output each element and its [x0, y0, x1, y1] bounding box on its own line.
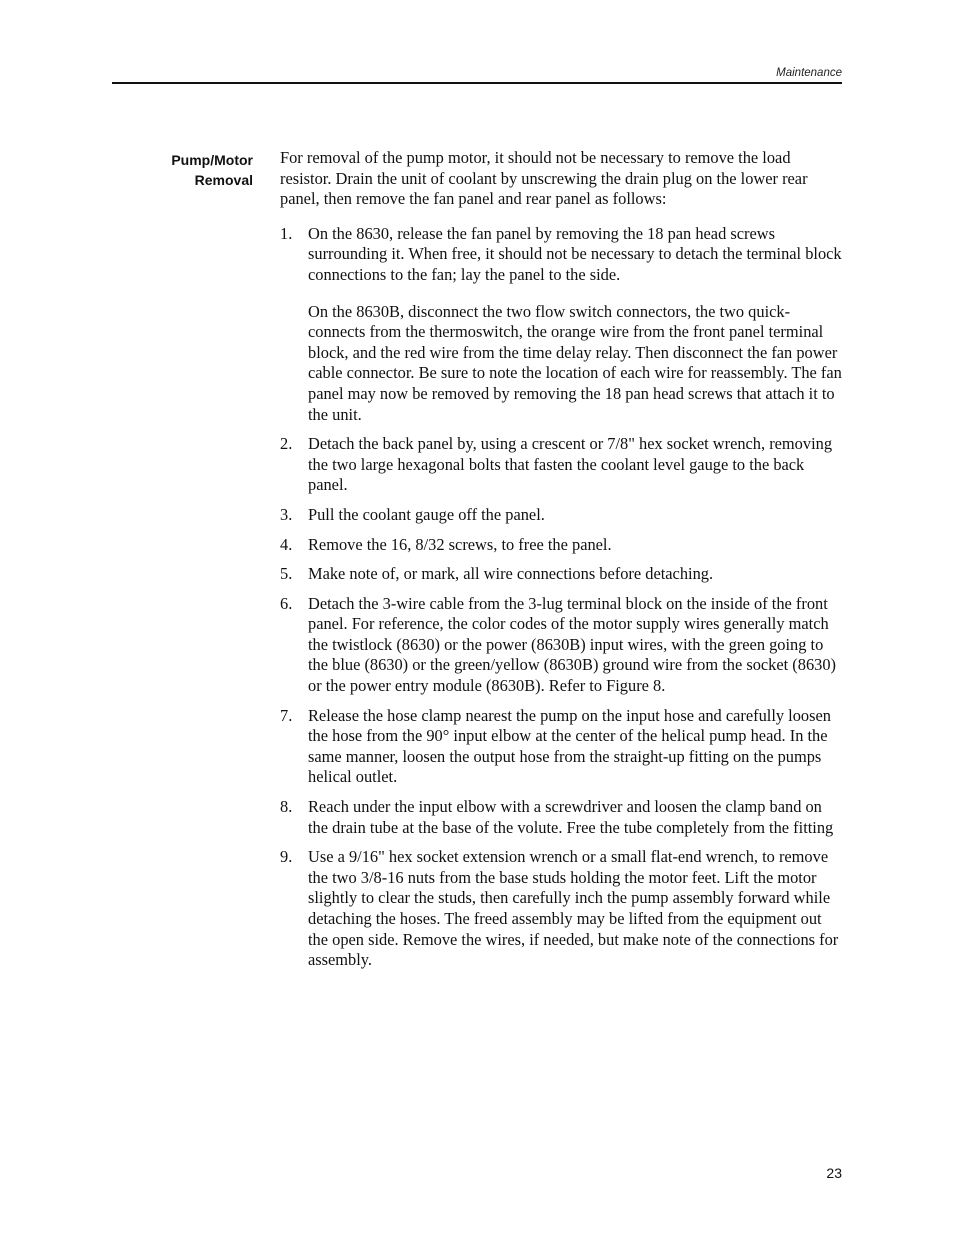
- step-extra-paragraph: On the 8630B, disconnect the two flow switch connectors, the two quick-connects from the thermoswitch, the orange wire from the front panel terminal block, and the red wire from the time delay relay. Then disconnect the fan power cable connector. Be sure to note the location of each wire for reassembly. The fan panel may now be removed by removing the 18 pan head screws that attach it to the unit.: [308, 301, 842, 424]
- step-number: 3.: [280, 504, 293, 524]
- step-4: [280, 535, 842, 556]
- section-heading-line-2: Removal: [194, 172, 253, 188]
- step-3: [280, 505, 842, 526]
- step-text: Reach under the input elbow with a screwdriver and loosen the clamp band on the drain tube at the base of the volute. Free the tube completely from the fitting: [308, 797, 834, 837]
- step-text: Release the hose clamp nearest the pump on the input hose and carefully loosen the hose from the 90° input elbow at the center of the helical pump head. In the same manner, loosen the output hose from the straight-up fitting on the pumps helical outlet.: [308, 705, 831, 787]
- step-number: 1.: [280, 223, 293, 243]
- step-text: Detach the 3-wire cable from the 3-lug terminal block on the inside of the front panel. For reference, the color codes of the motor supply wires generally match the twistlock (8630) or the power (8630B) input wires, with the green going to the blue (8630) or the green/yellow (8630B) ground wire from the socket (8630) or the power entry module (8630B). Refer to Figure 8.: [308, 593, 836, 696]
- step-6: [280, 594, 842, 697]
- step-9: [280, 847, 842, 971]
- step-7: [280, 706, 842, 788]
- body-text: [280, 148, 842, 980]
- step-number: 7.: [280, 705, 293, 725]
- running-head: Maintenance: [776, 67, 842, 79]
- procedure-steps: [280, 224, 842, 971]
- step-text: Detach the back panel by, using a crescent or 7/8" hex socket wrench, removing the two large hexagonal bolts that fasten the coolant level gauge to the back panel.: [308, 434, 833, 495]
- step-text: On the 8630, release the fan panel by removing the 18 pan head screws surrounding it. When free, it should not be necessary to detach the terminal block connections to the fan; lay the panel to the side.: [308, 223, 842, 284]
- step-text: Pull the coolant gauge off the panel.: [308, 504, 545, 524]
- step-number: 8.: [280, 797, 293, 817]
- intro-paragraph: For removal of the pump motor, it should not be necessary to remove the load resistor. Drain the unit of coolant by unscrewing the drain plug on the lower rear panel, then remove the fan panel and rear panel as follows:: [280, 148, 808, 209]
- step-number: 9.: [280, 847, 293, 867]
- section-heading: [171, 150, 253, 190]
- step-1: [280, 224, 842, 425]
- step-number: 2.: [280, 434, 293, 454]
- header-rule: [112, 82, 842, 84]
- step-text: Remove the 16, 8/32 screws, to free the panel.: [308, 534, 612, 554]
- step-2: [280, 434, 842, 496]
- step-text: Make note of, or mark, all wire connections before detaching.: [308, 564, 714, 584]
- step-number: 5.: [280, 564, 293, 584]
- step-5: [280, 564, 842, 585]
- step-number: 6.: [280, 593, 293, 613]
- section-heading-line-1: Pump/Motor: [171, 152, 253, 168]
- step-text: Use a 9/16" hex socket extension wrench or a small flat-end wrench, to remove the two 3/8-16 nuts from the base studs holding the motor feet. Lift the motor slightly to clear the studs, then carefully inch the pump assembly forward while detaching the hoses. The freed assembly may be lifted from the equipment out the open side. Remove the wires, if needed, but make note of the connections for assembly.: [308, 847, 839, 970]
- step-8: [280, 797, 842, 838]
- page-number: 23: [826, 1165, 842, 1181]
- step-number: 4.: [280, 534, 293, 554]
